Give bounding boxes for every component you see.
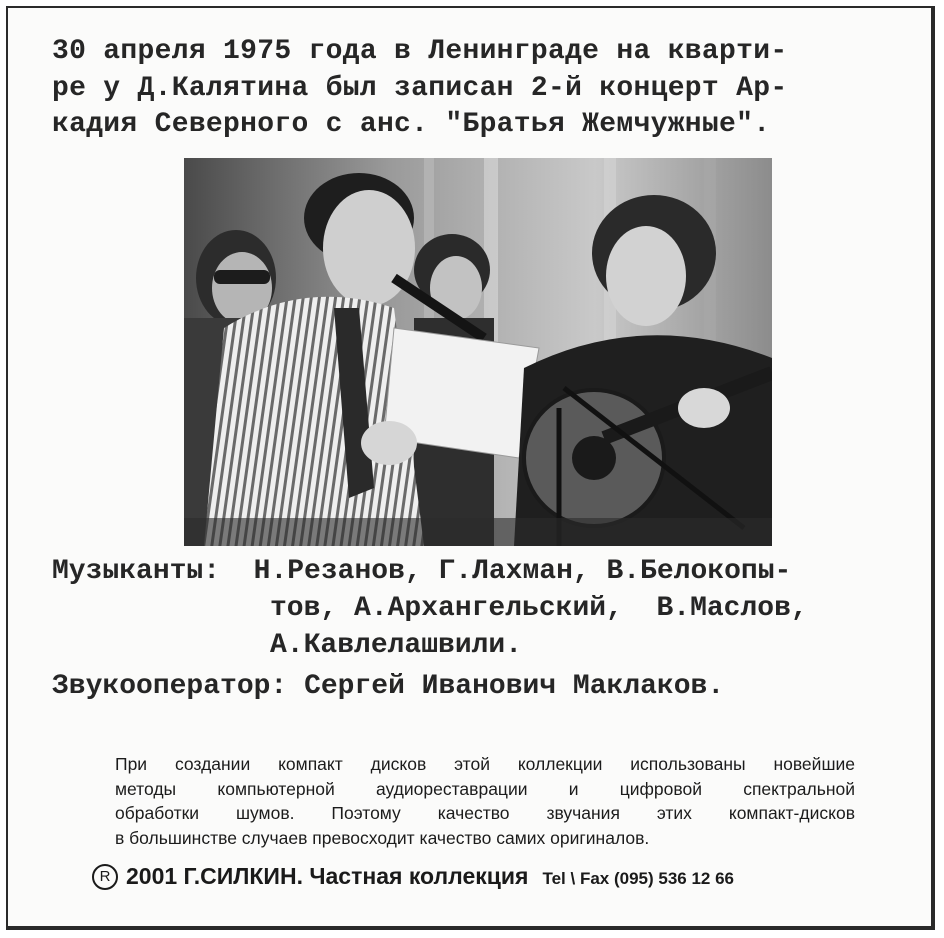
intro-line: кадия Северного с анс. "Братья Жемчужные". — [52, 109, 771, 140]
copyright-text: 2001 Г.СИЛКИН. Частная коллекция — [126, 863, 529, 889]
sound-engineer-line — [52, 668, 922, 705]
sound-engineer-label: Звукооператор: — [52, 671, 288, 702]
musicians-line: тов, А.Архангельский, В.Маслов, — [270, 593, 808, 624]
intro-line: ре у Д.Калятина был записан 2-й концерт Ар- — [52, 72, 788, 104]
intro-text — [52, 34, 912, 144]
musicians-label: Музыканты: — [52, 556, 221, 587]
concert-photo — [184, 158, 772, 546]
phone-fax: Tel \ Fax (095) 536 12 66 — [542, 869, 734, 888]
note-line: При создании компакт дисков этой коллекции использованы новейшие — [115, 754, 855, 774]
copyright-footer — [92, 863, 892, 890]
note-line: методы компьютерной аудиореставрации и цифровой спектральной — [115, 778, 855, 799]
intro-line: 30 апреля 1975 года в Ленинграде на кварти- — [52, 36, 788, 67]
note-line: обработки шумов. Поэтому качество звучания этих компакт-дисков — [115, 803, 855, 823]
musicians-line: А.Кавлелашвили. — [270, 630, 523, 661]
credits-block — [52, 553, 922, 705]
registered-icon: R — [92, 864, 118, 890]
musicians-line — [52, 553, 922, 590]
note-line: в большинстве случаев превосходит качество самих оригиналов. — [115, 827, 650, 848]
cd-insert-page — [6, 6, 935, 930]
restoration-note — [115, 752, 855, 850]
sound-engineer-name: Сергей Иванович Маклаков. — [304, 671, 725, 702]
musicians-names: Н.Резанов, Г.Лахман, В.Белокопы- — [253, 556, 792, 587]
